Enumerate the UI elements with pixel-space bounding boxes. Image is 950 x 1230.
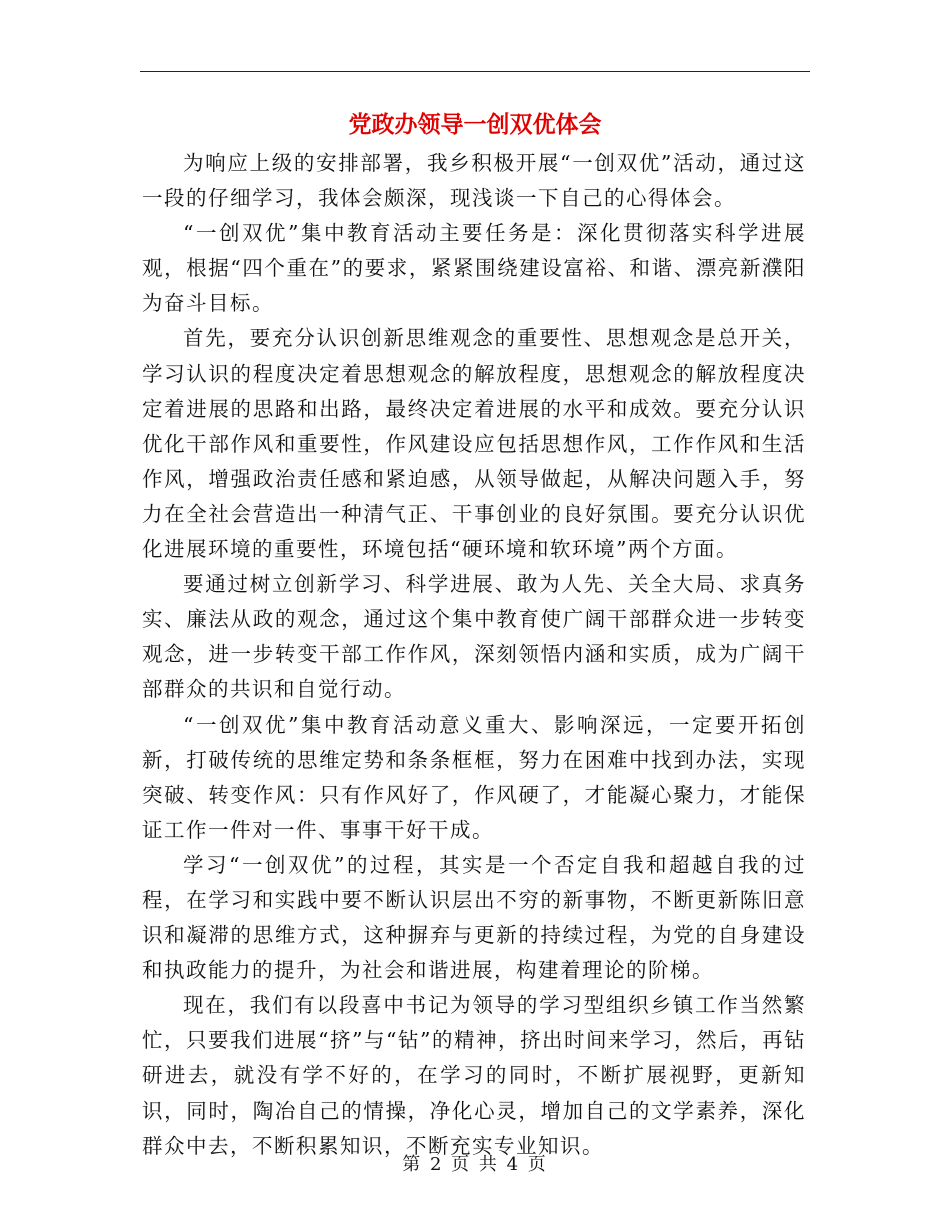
paragraph-2: “一创双优”集中教育活动主要任务是：深化贯彻落实科学进展观，根据“四个重在”的要求，紧紧围绕建设富裕、和谐、漂亮新濮阳为奋斗目标。	[142, 221, 806, 316]
page-number: 第 2 页 共 4 页	[402, 1154, 548, 1175]
paragraph-1: 为响应上级的安排部署，我乡积极开展“一创双优”活动，通过这一段的仔细学习，我体会颇深，现浅谈一下自己的心得体会。	[142, 151, 806, 211]
paragraph-5: “一创双优”集中教育活动意义重大、影响深远，一定要开拓创新，打破传统的思维定势和条条框框，努力在困难中找到办法，实现突破、转变作风：只有作风好了，作风硬了，才能凝心聚力，才能保证工作一件对一件、事事干好干成。	[142, 712, 806, 842]
paragraph-4: 要通过树立创新学习、科学进展、敢为人先、关全大局、求真务实、廉法从政的观念，通过这个集中教育使广阔干部群众进一步转变观念，进一步转变干部工作作风，深刻领悟内涵和实质，成为广阔干部群众的共识和自觉行动。	[142, 572, 806, 702]
paragraph-6: 学习“一创双优”的过程，其实是一个否定自我和超越自我的过程，在学习和实践中要不断认识层出不穷的新事物，不断更新陈旧意识和凝滞的思维方式，这种摒弃与更新的持续过程，为党的自身建设和执政能力的提升，为社会和谐进展，构建着理论的阶梯。	[142, 852, 806, 983]
header-rule	[140, 71, 810, 72]
document-body	[142, 146, 806, 1164]
document-title: 党政办领导一创双优体会	[348, 111, 602, 138]
paragraph-7: 现在，我们有以段喜中书记为领导的学习型组织乡镇工作当然繁忙，只要我们进展“挤”与“钻”的精神，挤出时间来学习，然后，再钻研进去，就没有学不好的，在学习的同时，不断扩展视野，更新知识，同时，陶冶自己的情操，净化心灵，增加自己的文学素养，深化群众中去，不断积累知识，不断充实专业知识。	[142, 993, 806, 1158]
paragraph-3: 首先，要充分认识创新思维观念的重要性、思想观念是总开关，学习认识的程度决定着思想观念的解放程度，思想观念的解放程度决定着进展的思路和出路，最终决定着进展的水平和成效。要充分认识优化干部作风和重要性，作风建设应包括思想作风，工作作风和生活作风，增强政治责任感和紧迫感，从领导做起，从解决问题入手，努力在全社会营造出一种清气正、干事创业的良好氛围。要充分认识优化进展环境的重要性，环境包括“硬环境和软环境”两个方面。	[142, 326, 806, 562]
